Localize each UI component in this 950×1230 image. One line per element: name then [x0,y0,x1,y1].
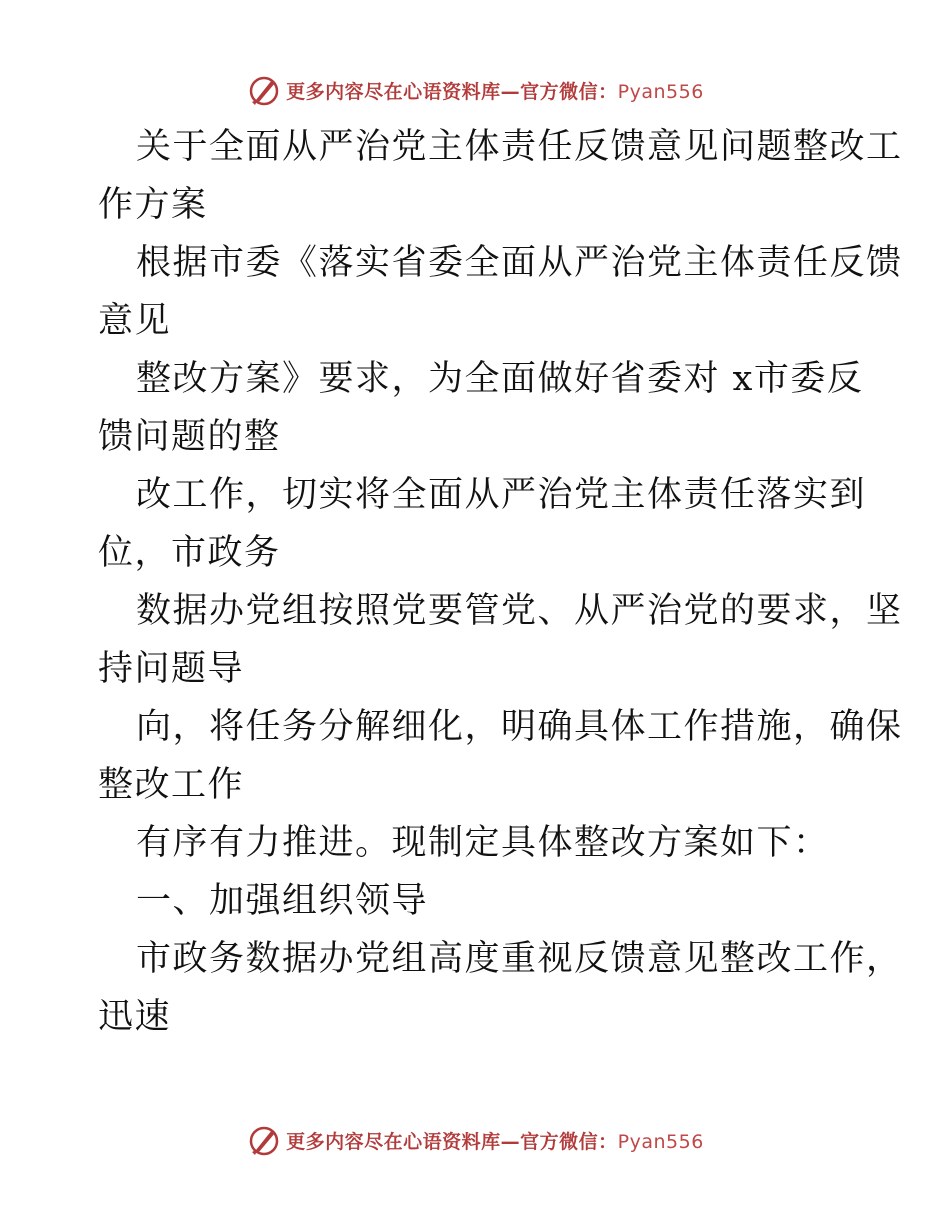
wechat-account: Pyan556 [617,80,704,103]
paragraph-line: 意见 [98,301,172,341]
paragraph-line: 市政务数据办党组高度重视反馈意见整改工作， [136,939,903,979]
quill-logo-icon [246,72,282,108]
paragraph-line: 迅速 [98,997,172,1037]
banner-text: 更多内容尽在心语资料库—官方微信：Pyan556 [286,80,704,103]
document-body [98,118,903,1046]
paragraph-line: 持问题导 [98,649,245,689]
quill-logo-icon [246,1122,282,1158]
paragraph-line: 有序有力推进。现制定具体整改方案如下： [136,823,830,863]
wechat-account: Pyan556 [617,1130,704,1153]
paragraph-line: 向，将任务分解细化，明确具体工作措施，确保 [136,707,903,747]
title-line-1: 关于全面从严治党主体责任反馈意见问题整改工 [136,127,903,167]
paragraph-line: 整改工作 [98,765,245,805]
paragraph-line: 数据办党组按照党要管党、从严治党的要求，坚 [136,591,903,631]
paragraph-line: 改工作，切实将全面从严治党主体责任落实到 [136,475,867,515]
header-banner [0,70,950,110]
title-line-2: 作方案 [98,185,208,225]
paragraph-line: 位，市政务 [98,533,281,573]
section-heading: 一、加强组织领导 [136,881,429,921]
paragraph-line: 根据市委《落实省委全面从严治党主体责任反馈 [136,243,903,283]
banner [246,1122,704,1158]
paragraph-line: 馈问题的整 [98,417,281,457]
footer-banner [0,1120,950,1160]
banner-text: 更多内容尽在心语资料库—官方微信：Pyan556 [286,1130,704,1153]
banner [246,72,704,108]
paragraph-line: 整改方案》要求，为全面做好省委对 x市委反 [136,359,864,399]
